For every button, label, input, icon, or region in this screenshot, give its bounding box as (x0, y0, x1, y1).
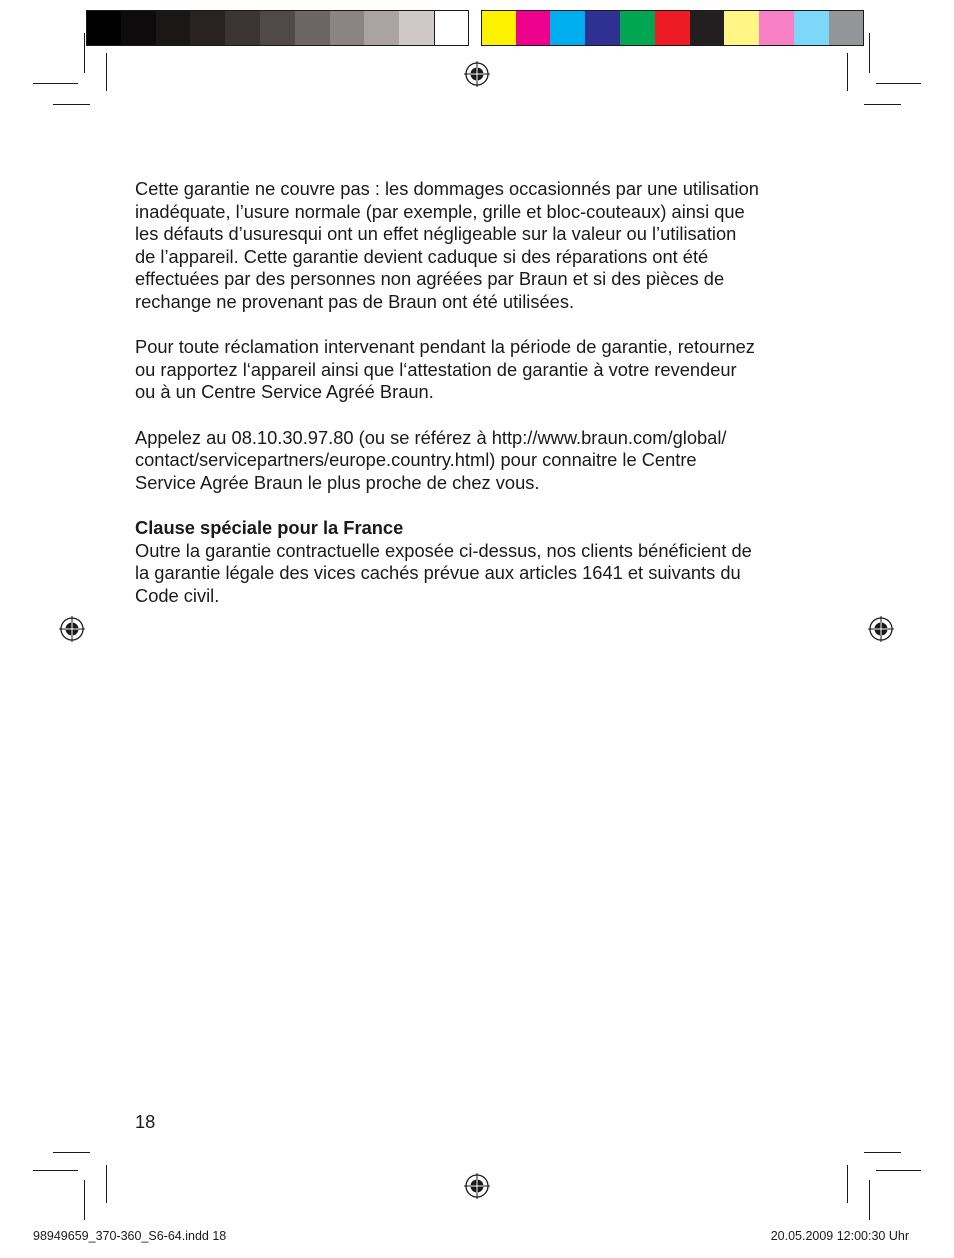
crop-mark (53, 104, 90, 105)
slug-timestamp: 20.05.2009 12:00:30 Uhr (770, 1229, 909, 1243)
crop-mark (106, 1165, 107, 1203)
crop-mark (84, 33, 85, 73)
crop-mark (864, 104, 901, 105)
crop-mark (876, 83, 921, 84)
color-swatch (190, 10, 225, 46)
color-swatch (156, 10, 191, 46)
color-swatch (516, 10, 551, 46)
registration-mark-icon (59, 616, 85, 642)
color-swatch (481, 10, 516, 46)
france-clause-paragraph: Outre la garantie contractuelle exposée ci-dessus, nos clients bénéficient de la garantie légale des vices cachés prévue aux articles 1641 et suivants du Code civil. (135, 539, 752, 606)
color-swatch (364, 10, 399, 46)
service-contact-paragraph: Appelez au 08.10.30.97.80 (ou se référez à http://www.braun.com/global/ contact/servicepartners/europe.country.html) pour connaitre le Centre Service Agrée Braun le plus proche de chez vous. (135, 426, 727, 493)
crop-mark (847, 1165, 848, 1203)
color-swatch (585, 10, 620, 46)
color-calibration-bar (86, 10, 868, 46)
crop-mark (53, 1152, 90, 1153)
crop-mark (33, 83, 78, 84)
color-swatch (759, 10, 794, 46)
color-swatch (295, 10, 330, 46)
color-swatch (724, 10, 759, 46)
color-swatch (434, 10, 469, 46)
france-clause-heading: Clause spéciale pour la France (135, 516, 404, 538)
crop-mark (106, 53, 107, 91)
color-swatch (86, 10, 121, 46)
color-swatch (121, 10, 156, 46)
color-swatch (330, 10, 365, 46)
color-swatch (829, 10, 864, 46)
registration-mark-icon (464, 1173, 490, 1199)
crop-mark (33, 1170, 78, 1171)
warranty-text-block (135, 178, 825, 630)
crop-mark (864, 1152, 901, 1153)
slug-file-info: 98949659_370-360_S6-64.indd 18 (33, 1229, 227, 1243)
crop-mark (84, 1180, 85, 1220)
crop-mark (847, 53, 848, 91)
registration-mark-icon (868, 616, 894, 642)
color-swatch (225, 10, 260, 46)
color-swatch (690, 10, 725, 46)
color-swatch (620, 10, 655, 46)
color-swatch (794, 10, 829, 46)
crop-mark (869, 33, 870, 73)
color-swatch (399, 10, 434, 46)
warranty-exclusions-paragraph: Cette garantie ne couvre pas : les dommages occasionnés par une utilisation inadéquate, l’usure normale (par exemple, grille et bloc-couteaux) ainsi que les défauts d’usuresqui ont un effet négligeable sur la valeur ou l’utilisation de l’appareil. Cette garantie devient caduque si des réparations ont été effectuées par des personnes non agréées par Braun et si des pièces de rechange ne provenant pas de Braun ont été utilisées. (135, 178, 759, 312)
color-swatch (655, 10, 690, 46)
crop-mark (869, 1180, 870, 1220)
page-number: 18 (135, 1111, 156, 1132)
crop-mark (876, 1170, 921, 1171)
color-swatch (260, 10, 295, 46)
color-swatch (550, 10, 585, 46)
warranty-claim-paragraph: Pour toute réclamation intervenant pendant la période de garantie, retournez ou rapportez l‘appareil ainsi que l‘attestation de garantie à votre revendeur ou à un Centre Service Agréé Braun. (135, 336, 755, 403)
registration-mark-icon (464, 61, 490, 87)
